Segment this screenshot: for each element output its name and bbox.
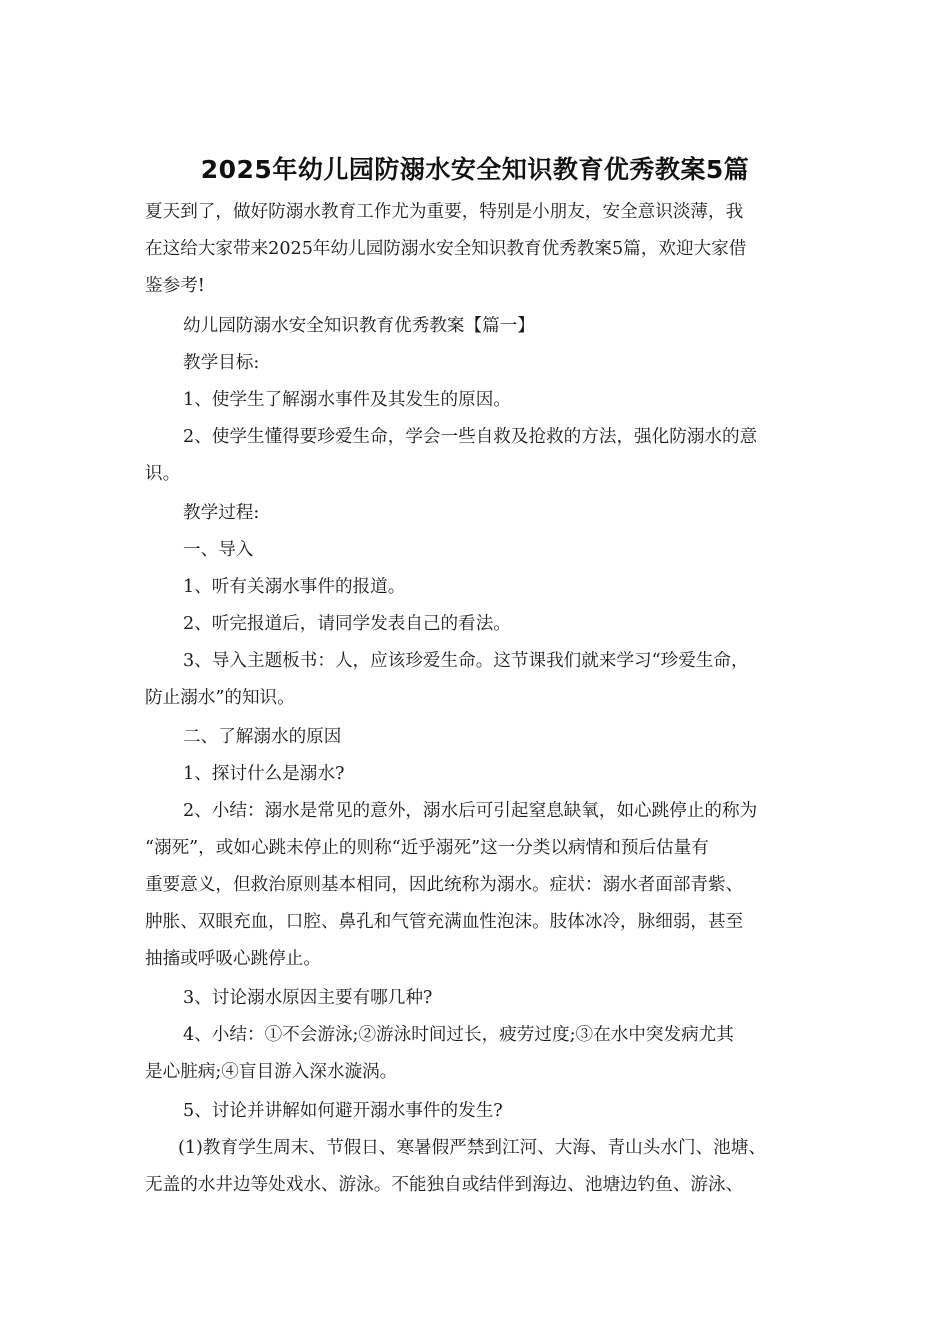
goal-item-2: 2、使学生懂得要珍爱生命，学会一些自救及抢救的方法，强化防溺水的意 [183,427,758,447]
part-one-heading: 一、导入 [183,540,254,560]
part-two-item-2-cont-4: 抽搐或呼吸心跳停止。 [145,949,321,969]
part-two-heading: 二、了解溺水的原因 [183,727,342,747]
part-two-item-4-cont: 是心脏病;④盲目游入深水漩涡。 [145,1062,398,1082]
part-one-item-1: 1、听有关溺水事件的报道。 [183,577,406,597]
part-two-item-2-cont-3: 肿胀、双眼充血，口腔、鼻孔和气管充满血性泡沫。肢体冰冷，脉细弱，甚至 [145,912,744,932]
subitem-1: (1)教育学生周末、节假日、寒暑假严禁到江河、大海、青山头水门、池塘、 [178,1138,766,1158]
intro-line-2: 在这给大家带来2025年幼儿园防溺水安全知识教育优秀教案5篇，欢迎大家借 [145,239,747,259]
teaching-goals-heading: 教学目标: [183,353,260,373]
intro-line-1: 夏天到了，做好防溺水教育工作尤为重要，特别是小朋友，安全意识淡薄，我 [145,202,744,222]
part-two-item-2-cont-2: 重要意义，但救治原则基本相同，因此统称为溺水。症状：溺水者面部青紫、 [145,875,744,895]
part-two-item-2: 2、小结：溺水是常见的意外，溺水后可引起窒息缺氧，如心跳停止的称为 [183,801,758,821]
part-two-item-5: 5、讨论并讲解如何避开溺水事件的发生? [183,1101,503,1121]
teaching-process-heading: 教学过程: [183,503,260,523]
subitem-1-cont: 无盖的水井边等处戏水、游泳。不能独自或结伴到海边、池塘边钓鱼、游泳、 [145,1175,744,1195]
part-one-item-3: 3、导入主题板书：人，应该珍爱生命。这节课我们就来学习“珍爱生命， [183,651,749,671]
intro-line-3: 鉴参考! [145,276,205,296]
goal-item-2-cont: 识。 [145,464,181,484]
part-one-item-2: 2、听完报道后，请同学发表自己的看法。 [183,614,511,634]
part-one-item-3-cont: 防止溺水”的知识。 [145,688,295,708]
part-two-item-2-cont-1: “溺死”，或如心跳未停止的则称“近乎溺死”这一分类以病情和预后估量有 [145,838,709,858]
section-heading-1: 幼儿园防溺水安全知识教育优秀教案【篇一】 [183,316,535,336]
part-two-item-3: 3、讨论溺水原因主要有哪几种? [183,988,433,1008]
document-title: 2025年幼儿园防溺水安全知识教育优秀教案5篇 [200,155,750,184]
part-two-item-1: 1、探讨什么是溺水? [183,764,345,784]
goal-item-1: 1、使学生了解溺水事件及其发生的原因。 [183,390,511,410]
part-two-item-4: 4、小结：①不会游泳;②游泳时间过长，疲劳过度;③在水中突发病尤其 [183,1025,734,1045]
